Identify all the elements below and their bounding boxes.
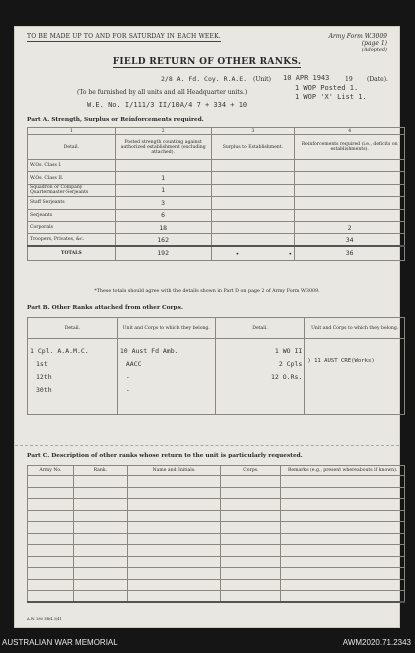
unit-handwritten: 2/8 A. Fd. Coy. R.A.E.	[161, 75, 248, 83]
table-row: Serjeants 6	[28, 209, 405, 221]
part-c-table: Army No. Rank. Name and Initials. Corps. Remarks (e.g., present whereabouts if known).	[27, 465, 405, 603]
totals-row: TOTALS 192 • • 36	[28, 246, 405, 260]
form-sheet	[14, 26, 400, 628]
right-unit-note: ) 11 AUST CRE(Works)	[307, 358, 375, 364]
table-row: Troopers, Privates, &c. 162 34	[28, 234, 405, 246]
col-reinforcements: Reinforcements required (i.e., deficits on establishments).	[295, 135, 405, 160]
posted-line-2: 1 WOP 'X' List 1.	[295, 93, 367, 101]
part-c-label: Part C. Description of other ranks whose return to the unit is particularly requested.	[27, 453, 303, 459]
part-b-label: Part B. Other Ranks attached from other Corps.	[27, 305, 183, 311]
print-code: A.W. 280 3B/4 3/41	[27, 617, 62, 621]
part-b-table: Detail. Unit and Corps to which they belong. Detail. Unit and Corps to which they belong. 1 Cpl. A.A.M.C. 1st 12th 30th 10 Aust Fd Amb. AACC - - 1 WO II 2 Cpls 12 O.Rs. ) 11 AUST CRE(Works)	[27, 317, 405, 415]
army-form-number: Army Form W.3009 (page 1) (Adopted)	[328, 33, 387, 53]
col-surplus: Surplus to Establishment.	[211, 135, 295, 160]
table-row: Corporals 18 2	[28, 221, 405, 233]
table-row: Staff Serjeants 3	[28, 197, 405, 209]
form-title: FIELD RETURN OF OTHER RANKS.	[112, 57, 302, 67]
list-item: 1 WO II	[274, 347, 303, 355]
table-row: W.Os. Class II. 1	[28, 172, 405, 184]
unit-label: (Unit)	[253, 76, 271, 83]
col-detail: Detail.	[28, 135, 116, 160]
list-item: 1st	[36, 360, 48, 368]
perforation-line	[15, 445, 399, 446]
table-row: W.Os. Class I.	[28, 160, 405, 172]
part-a-label: Part A. Strength, Surplus or Reinforcements required.	[27, 117, 204, 123]
list-item: 30th	[36, 386, 52, 394]
caption-accession-number: AWM2020.71.2343	[342, 638, 411, 647]
list-item: 12th	[36, 373, 52, 381]
list-item: 1 Cpl. A.A.M.C.	[30, 347, 89, 355]
list-item: 12 O.Rs.	[271, 373, 303, 381]
date-stamp: 10 APR 1943	[283, 74, 330, 82]
date-label: (Date).	[367, 76, 388, 83]
totals-note: *These totals should agree with the details shown in Part D on page 2 of Army Form W3009.	[94, 289, 320, 294]
list-item: 2 Cpls	[278, 360, 303, 368]
we-line: W.E. No. I/111/3 II/10A/4 7 + 334 + 10	[87, 101, 248, 109]
caption-institution: AUSTRALIAN WAR MEMORIAL	[2, 638, 118, 647]
furnished-note: (To be furnished by all units and all Headquarter units.)	[77, 89, 248, 96]
year-prefix: 19	[345, 76, 353, 83]
part-a-table: 1 2 3 4 Detail. Posted strength counting against authorized establishment (excluding attached). Surplus to Establishment. Reinforcements required (i.e., deficits on establishments). W.Os. Class I. W.Os. Class II. 1 Squadron or Company Quartermaster-Serjeants 1 Staff Serjeants 3 Serjeants 6 Corporals 18 2 Troopers, Privates, &c. 162 34 TOTALS 192 • • 36	[27, 127, 405, 261]
header-instruction: TO BE MADE UP TO AND FOR SATURDAY IN EACH WEEK.	[27, 33, 221, 40]
posted-line-1: 1 WOP Posted 1.	[295, 84, 359, 92]
table-row: Squadron or Company Quartermaster-Serjeants 1	[28, 184, 405, 196]
col-posted: Posted strength counting against authorized establishment (excluding attached).	[115, 135, 211, 160]
